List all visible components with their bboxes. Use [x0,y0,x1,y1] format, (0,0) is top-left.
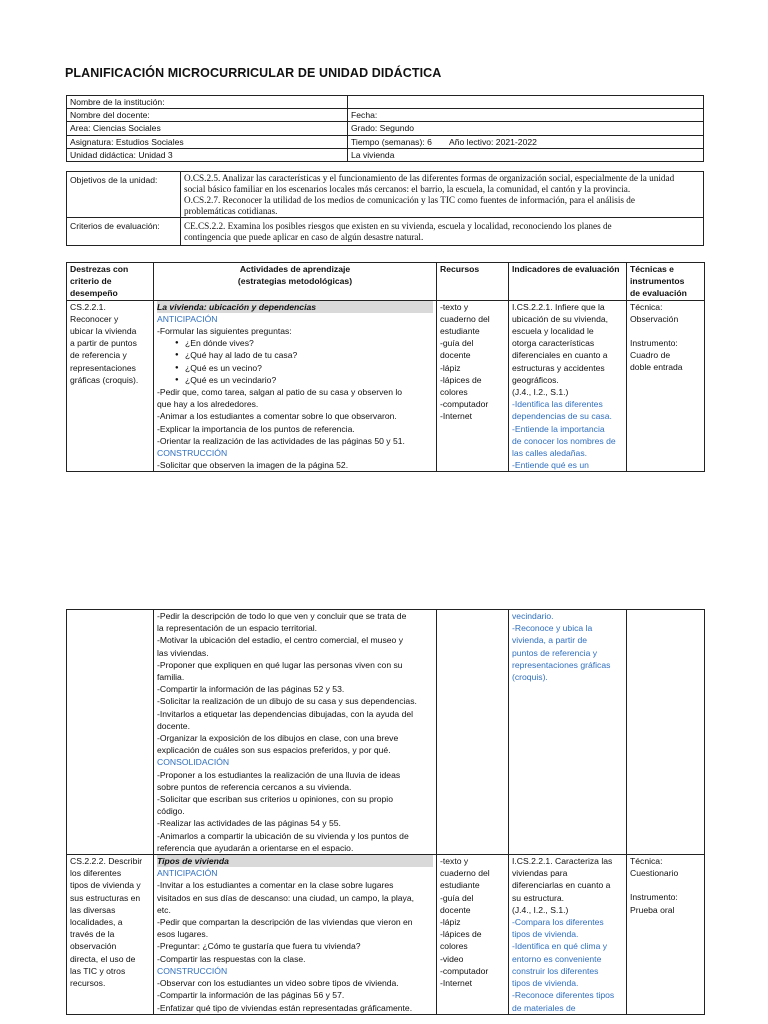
indicator-line: las calles aledañas. [512,448,588,459]
resource-line: -lápices de [440,374,482,385]
indicator-line: tipos de vivienda. [512,929,579,940]
indicator-line: otorga características [512,338,595,349]
recursos-cell [437,610,509,855]
header-recursos: Recursos [437,263,509,301]
instrument-line: Instrumento: [630,892,678,903]
tecnicas-cell [627,300,705,472]
actividades-cell [154,855,437,1015]
destreza-line: los diferentes [70,868,122,879]
resource-line: -texto y [440,301,469,312]
destreza-line: localidades, a [70,917,123,928]
indicator-line: diferenciarlas en cuanto a [512,880,611,891]
section-anticipacion: ANTICIPACIÓN [157,868,218,879]
activity-line: -Invitar a los estudiantes a comentar en la clase sobre lugares [157,880,394,891]
resource-line: -computador [440,399,489,410]
destreza-line: Reconocer y [70,313,119,324]
destreza-line: las diversas [70,904,116,915]
activity-line: -Animarlos a compartir la ubicación de su vivienda y los puntos de [157,830,409,841]
activity-line: que hay a los alrededores. [157,399,259,410]
criteria-line: CE.CS.2.2. Examina los posibles riesgos que existen en su vivienda, escuela y localidad, reconociendo los planes de [184,221,612,231]
subject-label: Asignatura: Estudios Sociales [67,135,348,148]
activity-line: -Pedir que compartan la descripción de las viviendas que vieron en [157,917,413,928]
grade-label: Grado: Segundo [348,122,704,135]
indicator-line: vecindario. [512,611,554,621]
time-cell [348,135,704,148]
teacher-label: Nombre del docente: [67,109,348,122]
instrument-line: Prueba oral [630,904,675,915]
activity-line: -Enfatizar qué tipo de viviendas están representadas gráficamente. [157,1002,413,1013]
activity-line: -Compartir la información de las páginas 56 y 57. [157,990,345,1001]
resource-line: docente [440,350,471,361]
destreza-line: las TIC y otros [70,965,126,976]
activity-line: -Realizar las actividades de las páginas 54 y 55. [157,818,341,829]
indicator-line: representaciones gráficas [512,659,611,670]
indicator-line: -Entiende la importancia [512,423,605,434]
question-bullet: ● ¿Qué es un vecino? [157,362,433,374]
indicator-line: -Compara los diferentes [512,917,604,928]
header-destrezas [67,263,154,301]
indicator-line: (J.4., I.2., S.1.) [512,387,569,398]
technique-line: Técnica: [630,301,663,312]
activity-line: -Animar a los estudiantes a comentar sobre lo que observaron. [157,411,397,422]
indicator-line: tipos de vivienda. [512,978,579,989]
destreza-line: ubicar la vivienda [70,326,137,337]
header-text: de evaluación [630,288,687,299]
section-anticipacion: ANTICIPACIÓN [157,313,218,324]
section-construccion: CONSTRUCCIÓN [157,448,228,459]
indicator-line: de conocer los nombres de [512,435,616,446]
indicator-line: geográficos. [512,374,559,385]
indicator-line: dependencias de su casa. [512,411,612,422]
instrument-line: Instrumento: [630,338,678,349]
section-consolidacion: CONSOLIDACIÓN [157,757,230,768]
activity-line: -Invitarlos a etiquetar las dependencias dibujadas, con la ayuda del [157,708,414,719]
question-bullet: ● ¿Qué hay al lado de tu casa? [157,349,433,361]
destreza-line: de referencia y [70,350,127,361]
activity-title: La vivienda: ubicación y dependencias [157,301,433,313]
resource-line: colores [440,387,468,398]
question-bullet: ● ¿En dónde vives? [157,337,433,349]
indicator-line: -Entiende qué es un [512,460,589,471]
actividades-cell [154,300,437,472]
resource-line: colores [440,941,468,952]
activity-line: -Formular las siguientes preguntas: [157,326,292,337]
criteria-text [181,218,704,246]
institution-label: Nombre de la institución: [67,96,348,109]
indicadores-cell [509,610,627,855]
activity-line: referencia que ayudarán a orientarse en el espacio. [157,842,354,853]
objectives-label: Objetivos de la unidad: [67,172,181,218]
info-table [66,95,704,162]
technique-line: Técnica: [630,856,663,867]
recursos-cell [437,300,509,472]
indicator-line: (croquis). [512,672,548,683]
destreza-line: sus estructuras en [70,892,141,903]
resource-line: -guía del [440,338,474,349]
school-year-label: Año lectivo: 2021-2022 [449,136,537,147]
destreza-line: tipos de vivienda y [70,880,141,891]
activity-line: -Proponer a los estudiantes la realización de una lluvia de ideas [157,769,401,780]
indicator-line: entorno es conveniente [512,953,602,964]
technique-line: Cuestionario [630,868,679,879]
destreza-line: representaciones [70,362,136,373]
tecnicas-cell [627,610,705,855]
criteria-label: Criterios de evaluación: [67,218,181,246]
indicator-line: (J.4., I.2., S.1.) [512,904,569,915]
resource-line: estudiante [440,326,480,337]
instrument-line: doble entrada [630,362,683,373]
instrument-line: Cuadro de [630,350,671,361]
resource-line: -computador [440,965,489,976]
header-tecnicas [627,263,705,301]
destreza-cell [67,610,154,855]
objective-line: social básico familiar en los escenarios locales más cercanos: el barrio, la escuela, la comunidad, el cantón y la provincia. [184,184,631,194]
indicator-line: -Identifica en qué clima y [512,941,608,952]
activity-line: -Proponer que expliquen en qué lugar las personas viven con su [157,659,403,670]
indicator-line: I.CS.2.2.1. Caracteriza las [512,856,613,867]
indicator-line: vivienda, a partir de [512,635,587,646]
destreza-line: recursos. [70,978,106,989]
resource-line: -guía del [440,892,474,903]
header-actividades [154,263,437,301]
destreza-line: observación [70,941,117,952]
area-label: Area: Ciencias Sociales [67,122,348,135]
destreza-cell [67,855,154,1015]
activity-line: la representación de un espacio territorial. [157,623,318,634]
indicadores-cell [509,855,627,1015]
activity-title: Tipos de vivienda [157,855,433,867]
activity-line: -Compartir la información de las páginas 52 y 53. [157,684,345,695]
resource-line: estudiante [440,880,480,891]
activity-line: -Orientar la realización de las actividades de las páginas 50 y 51. [157,435,405,446]
objective-line: O.CS.2.5. Analizar las características y el funcionamiento de las diferentes formas de organización social, especialmente de la unidad [184,173,675,183]
activity-line: -Solicitar que escriban sus criterios u opiniones, con su propio [157,794,393,805]
destreza-line: CS.2.2.2. Describir [70,856,143,867]
criteria-line: contingencia que puede aplicar en caso de algún desastre natural. [184,232,424,242]
indicator-line: -Identifica las diferentes [512,399,603,410]
activity-line: -Pedir que, como tarea, salgan al patio de su casa y observen lo [157,387,403,398]
indicator-line: de materiales de [512,1002,576,1013]
objective-line: O.CS.2.7. Reconocer la utilidad de los medios de comunicación y las TIC como fuentes de información, para el análisis de [184,195,635,205]
indicator-line: su estructura. [512,892,565,903]
objective-line: problemáticas cotidianas. [184,206,278,216]
destreza-line: gráficas (croquis). [70,374,139,385]
header-indicadores: Indicadores de evaluación [509,263,627,301]
activity-line: sobre puntos de referencia cercanos a su vivienda. [157,781,352,792]
objectives-table [66,171,704,246]
tecnicas-cell [627,855,705,1015]
activity-line: las viviendas. [157,647,209,658]
destreza-line: través de la [70,929,115,940]
resource-line: -lápiz [440,362,461,373]
activity-line: -Explicar la importancia de los puntos de referencia. [157,423,355,434]
header-text: desempeño [70,288,118,299]
activity-line: -Compartir las respuestas con la clase. [157,953,306,964]
unit-name: La vivienda [348,148,704,161]
activity-line: -Preguntar: ¿Cómo te gustaría que fuera tu vivienda? [157,941,361,952]
destreza-line: directa, el uso de [70,953,136,964]
header-text: instrumentos [630,276,685,287]
activity-line: docente. [157,720,190,731]
indicator-line: escuela y localidad le [512,326,594,337]
header-text: criterio de [70,276,112,287]
resource-line: -lápices de [440,929,482,940]
indicadores-cell [509,300,627,472]
resource-line: -lápiz [440,917,461,928]
activity-line: -Observar con los estudiantes un video sobre tipos de vivienda. [157,978,399,989]
resource-line: cuaderno del [440,868,490,879]
activity-line: -Organizar la exposición de los dibujos en clase, con una breve [157,733,399,744]
indicator-line: I.CS.2.2.1. Infiere que la [512,301,605,312]
activity-line: visitados en sus días de descanso: una ciudad, un campo, la playa, [157,892,415,903]
resource-line: -video [440,953,464,964]
technique-line: Observación [630,313,679,324]
indicator-line: estructuras y accidentes [512,362,605,373]
activity-line: esos lugares. [157,929,209,940]
indicator-line: -Reconoce diferentes tipos [512,990,615,1001]
recursos-cell [437,855,509,1015]
indicator-line: construir los diferentes [512,965,599,976]
header-text: Técnicas e [630,264,674,274]
activity-line: -Solicitar que observen la imagen de la página 52. [157,460,349,471]
resource-line: -texto y [440,856,469,867]
activity-line: -Motivar la ubicación del estadio, el centro comercial, el museo y [157,635,403,646]
actividades-cell [154,610,437,855]
indicator-line: ubicación de su vivienda, [512,313,609,324]
destreza-line: a partir de puntos [70,338,137,349]
destreza-cell [67,300,154,472]
activity-line: -Pedir la descripción de todo lo que ven y concluir que se trata de [157,611,407,621]
resource-line: -Internet [440,411,473,422]
objectives-text [181,172,704,218]
weeks-label: Tiempo (semanas): 6 [351,136,432,147]
main-table-continued [66,609,705,1015]
indicator-line: viviendas para [512,868,568,879]
indicator-line: diferenciales en cuanto a [512,350,608,361]
institution-value [348,96,704,109]
activity-line: código. [157,806,185,817]
resource-line: cuaderno del [440,313,490,324]
indicator-line: -Reconoce y ubica la [512,623,593,634]
header-text: (estrategias metodológicas) [237,276,353,287]
destreza-line: CS.2.2.1. [70,301,106,312]
section-construccion: CONSTRUCCIÓN [157,965,228,976]
resource-line: -Internet [440,978,473,989]
main-table [66,262,705,472]
date-label: Fecha: [348,109,704,122]
resource-line: docente [440,904,471,915]
page-title: PLANIFICACIÓN MICROCURRICULAR DE UNIDAD DIDÁCTICA [65,66,442,80]
header-text: Actividades de aprendizaje [239,264,351,274]
activity-line: etc. [157,904,171,915]
unit-label: Unidad didáctica: Unidad 3 [67,148,348,161]
question-bullet: ● ¿Qué es un vecindario? [157,374,433,386]
activity-line: explicación de cuáles son sus espacios preferidos, y por qué. [157,745,391,756]
indicator-line: puntos de referencia y [512,647,598,658]
activity-line: familia. [157,672,185,683]
header-text: Destrezas con [70,264,129,274]
activity-line: -Solicitar la realización de un dibujo de su casa y sus dependencias. [157,696,417,707]
